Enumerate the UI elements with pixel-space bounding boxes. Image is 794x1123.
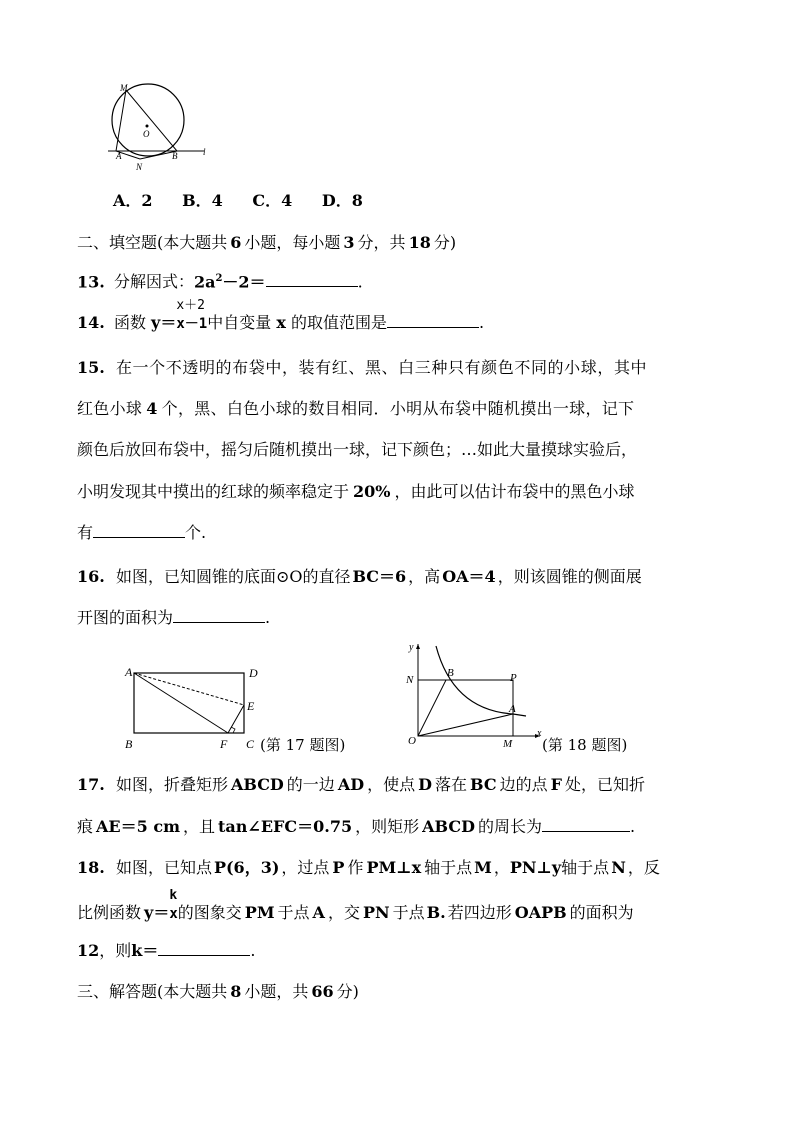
q18-number: 18. [77,858,105,877]
label-o: O [143,129,150,139]
fig17-label-f: F [220,737,228,751]
q16-answer-blank[interactable] [173,608,265,623]
figure-18 [398,632,548,750]
question-16-line2: 开图的面积为 . [77,608,271,627]
fig18-label-m: M [503,738,513,750]
q15-number: 15. [77,358,105,377]
fig18-label-n: N [406,674,414,686]
choices-row [113,191,363,211]
fig17-label-d: D [249,666,258,680]
rectangle-abcd [134,673,244,733]
fig17-label-a: A [125,665,133,679]
fig18-label-a: A [509,703,516,715]
fig18-caption: (第 18 题图) [542,736,628,754]
q14-number: 14. [77,313,105,332]
question-18-line3: 12，则k＝ . [77,941,256,960]
question-13: 13. 分解因式：$2a^2-2=$ . [77,272,363,292]
question-15-line1: 15. 在一个不透明的布袋中，装有红、黑、白三种只有颜色不同的小球，其中 [77,358,648,377]
label-b: B [172,151,178,161]
q16-number: 16. [77,567,105,586]
question-15-line5: 有 个. [77,523,207,542]
q14-fraction: x＋2 x－1 [176,298,208,332]
section3-heading: 三、解答题(本大题共 8 小题，共 66 分) [77,982,359,1001]
question-17-line2: 痕 AE＝5 cm ，且 tan∠EFC＝0.75 ，则矩形 ABCD 的周长为 . [77,817,636,836]
question-15-line3: 颜色后放回布袋中，摇匀后随机摸出一球，记下颜色；…如此大量摸球实验后， [77,440,638,459]
center-dot [146,125,149,128]
fig18-label-b: B [447,667,454,679]
question-18-line1: 18. 如图，已知点 P(6，3) ，过点 P 作 PM⊥x 轴于点 M ，PN⊥y轴于点 N ，反 [77,858,660,877]
choice-d: D．8 [321,191,363,210]
q17-answer-blank[interactable] [542,817,630,832]
question-15-line4: 小明发现其中摸出的红球的频率稳定于 20% ，由此可以估计布袋中的黑色小球 [77,482,635,501]
fig18-label-x: x [537,728,542,739]
fig17-label-e: E [247,699,255,713]
q13-number: 13. [77,272,105,292]
segment-ob [418,680,446,736]
q15-answer-blank[interactable] [93,523,185,538]
fig17-label-c: C [246,737,255,751]
choice-b: B．4 [182,191,223,210]
fig18-label-y: y [409,642,414,653]
label-n: N [136,162,143,172]
question-17-line1: 17. 如图，折叠矩形 ABCD 的一边 AD ，使点 D 落在 BC 边的点 F 处，已知折 [77,775,645,794]
q17-number: 17. [77,775,105,794]
q18-fraction: k x [169,888,178,922]
q18-answer-blank[interactable] [158,941,250,956]
fig18-label-o: O [408,735,416,747]
circle-figure [104,80,219,175]
question-15-line2: 红色小球 4 个，黑、白色小球的数目相同．小明从布袋中随机摸出一球，记下 [77,399,635,418]
choice-a: A．2 [113,191,153,210]
right-angle-mark [231,727,235,733]
fold-line-ae [134,673,244,705]
q13-answer-blank[interactable] [266,272,358,287]
segment-fe [228,705,244,733]
section2-heading: 二、填空题(本大题共 6 小题，每小题 3 分，共 18 分) [77,233,457,252]
figure-17 [118,660,268,755]
choice-c: C．4 [252,191,293,210]
question-18-line2: 比例函数 y＝ k x的图象交 PM 于点 A ，交 PN 于点 B. 若四边形 OAPB 的面积为 [77,888,634,922]
y-axis-arrow [416,644,420,649]
segment-af [134,673,228,733]
label-m: M [120,83,128,93]
label-a: A [116,151,122,161]
triangle-anb [116,151,177,159]
fig17-caption: (第 17 题图) [260,736,346,754]
segment-oa [418,714,513,736]
q14-answer-blank[interactable] [387,313,479,328]
question-14: 14. 函数 y＝ x＋2 x－1中自变量 x 的取值范围是 . [77,298,485,332]
circle-o [112,84,184,156]
fig18-label-p: P [510,672,517,684]
fig17-label-b: B [125,737,133,751]
question-16-line1: 16. 如图，已知圆锥的底面⊙O的直径 BC＝6 ，高 OA＝4 ，则该圆锥的侧面展 [77,567,642,586]
triangle-mab [116,90,177,151]
label-l: l [203,147,206,157]
